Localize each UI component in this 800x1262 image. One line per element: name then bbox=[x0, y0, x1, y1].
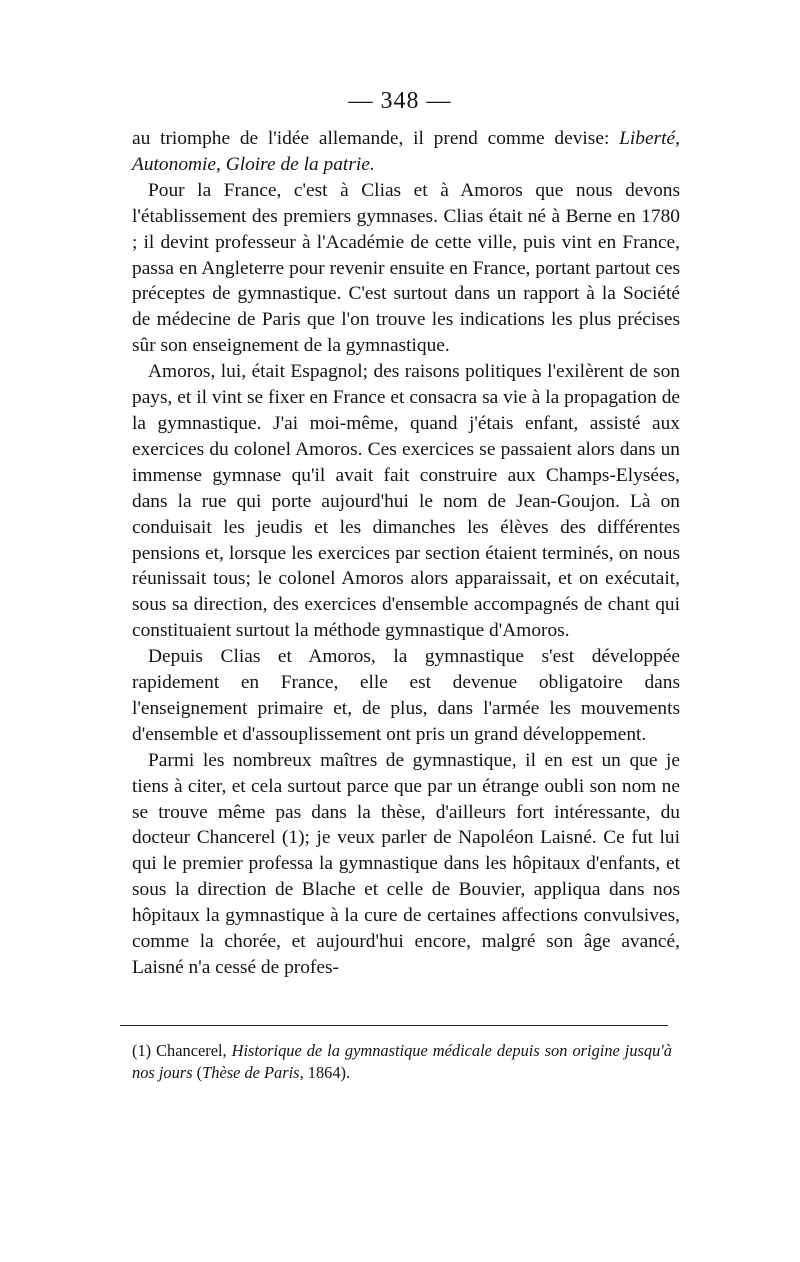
footnote-text bbox=[132, 1040, 672, 1084]
paragraph bbox=[132, 748, 680, 981]
main-text bbox=[132, 126, 680, 981]
paragraph bbox=[132, 359, 680, 644]
footnote-title: Historique de la gymnastique médicale depuis son origine jusqu'à nos jours bbox=[132, 1041, 672, 1082]
text-span: Parmi les nombreux maîtres de gymnastique, il en est un que je tiens à citer, et cela surtout parce que par un étrange oubli son nom ne se trouve même pas dans la thèse, d'ailleurs fort intéressante, du docteur Chancerel (1); je veux parler de Napoléon Laisné. Ce fut lui qui le premier professa la gymnastique dans les hôpitaux d'enfants, et sous la direction de Blache et celle de Bouvier, appliqua dans nos hôpitaux la gymnastique à la cure de certaines affections convulsives, comme la chorée, et aujourd'hui encore, malgré son âge avancé, Laisné n'a cessé de profes- bbox=[132, 749, 680, 978]
text-span: Amoros, lui, était Espagnol; des raisons politiques l'exilèrent de son pays, et il vint se fixer en France et consacra sa vie à la propagation de la gymnastique. J'ai moi-même, quand j'étais enfant, assisté aux exercices du colonel Amoros. Ces exercices se passaient alors dans un immense gymnase qu'il avait fait construire aux Champs-Elysées, dans la rue qui porte aujourd'hui le nom de Jean-Goujon. Là on conduisait les jeudis et les dimanches les élèves des différentes pensions et, lorsque les exercices par section étaient terminés, on nous réunissait tous; le colonel Amoros alors apparaissait, et on exécutait, sous sa direction, des exercices d'ensemble accompagnés de chant qui constituaient surtout la méthode gymnastique d'Amoros. bbox=[132, 361, 680, 642]
text-span: Pour la France, c'est à Clias et à Amoros que nous devons l'établissement des premiers gymnases. Clias était né à Berne en 1780 ; il devint professeur à l'Académie de cette ville, puis vint en France, passa en Angleterre pour revenir ensuite en France, portant partout ces préceptes de gymnastique. C'est surtout dans un rapport à la Société de médecine de Paris que l'on trouve les indications les plus précises sûr son enseignement de la gymnastique. bbox=[132, 179, 680, 357]
footnote-divider bbox=[120, 1025, 668, 1026]
paragraph bbox=[132, 178, 680, 359]
paragraph bbox=[132, 644, 680, 748]
footnote-source: Thèse de Paris, bbox=[202, 1063, 304, 1082]
text-span: au triomphe de l'idée allemande, il prend comme devise: bbox=[132, 128, 620, 149]
footnote-marker-author: (1) Chancerel, bbox=[132, 1041, 232, 1060]
motto-italic: Liberté, Autonomie, Gloire de la patrie. bbox=[132, 128, 680, 175]
footnote-year: 1864). bbox=[303, 1063, 351, 1082]
text-span: ( bbox=[192, 1063, 203, 1082]
footnote bbox=[132, 1040, 672, 1084]
paragraph bbox=[132, 126, 680, 178]
text-span: Depuis Clias et Amoros, la gymnastique s'est développée rapidement en France, elle est devenue obligatoire dans l'enseignement primaire et, de plus, dans l'armée les mouvements d'ensemble et d'assouplissement ont pris un grand développement. bbox=[132, 646, 680, 745]
page-number: — 348 — bbox=[348, 88, 452, 114]
